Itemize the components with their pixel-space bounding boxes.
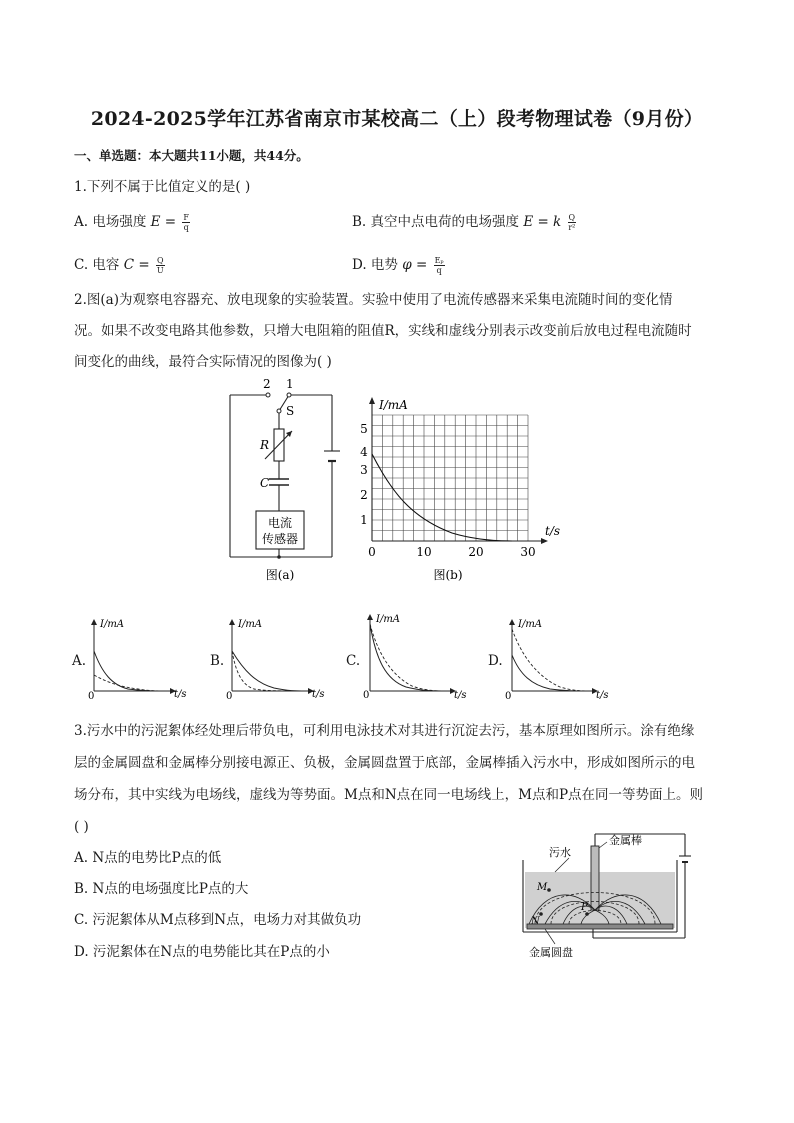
q2-choice-d-label[interactable]: D. — [488, 653, 503, 669]
resistor-label: R — [260, 438, 270, 452]
svg-text:t/s: t/s — [174, 689, 187, 700]
y-axis-arrow-icon — [369, 397, 375, 404]
sewage-label: 污水 — [549, 846, 571, 859]
q1-option-b-expr: E = k — [523, 214, 562, 230]
sensor-label-line2: 传感器 — [261, 532, 299, 546]
q2-line-1: 2.图(a)为观察电容器充、放电现象的实验装置。实验中使用了电流传感器来采集电流随时间的变化情 — [74, 292, 673, 308]
q2-choice-c-label[interactable]: C. — [346, 653, 361, 669]
point-n-label: N — [531, 916, 540, 927]
q3-option-a[interactable]: A. N点的电势比P点的低 — [74, 850, 222, 866]
figure-b-graph — [352, 393, 572, 585]
q3-line-3: 场分布，其中实线为电场线，虚线为等势面。M点和N点在同一电场线上，M点和P点在同一等势面上。则 — [74, 787, 704, 803]
circuit-diagram — [220, 375, 350, 585]
q2-choice-a-label[interactable]: A. — [72, 653, 87, 669]
q1-option-c[interactable] — [74, 253, 165, 275]
ytick-3: 3 — [360, 463, 368, 477]
q2-choice-b-graph[interactable] — [226, 615, 336, 703]
xtick-0: 0 — [368, 545, 376, 559]
svg-text:0: 0 — [88, 691, 95, 702]
q1-option-d[interactable] — [352, 253, 445, 275]
q1-option-a-label: A. 电场强度 — [74, 214, 147, 230]
q3-line-4: ( ) — [74, 819, 89, 835]
svg-text:I/mA: I/mA — [518, 619, 543, 630]
svg-text:0: 0 — [226, 691, 233, 702]
page-title: 2024-2025学年江苏省南京市某校高二（上）段考物理试卷（9月份） — [90, 108, 704, 130]
svg-text:I/mA: I/mA — [376, 614, 401, 625]
switch-label: S — [286, 404, 295, 418]
sensor-label-line1: 电流 — [267, 516, 293, 530]
q1-option-b[interactable] — [352, 210, 576, 232]
q3-option-d[interactable]: D. 污泥絮体在N点的电势能比其在P点的小 — [74, 944, 330, 960]
graph-b-xlabel: t/s — [545, 524, 561, 538]
point-p-label: P — [581, 902, 588, 913]
q2-choice-b-label[interactable]: B. — [210, 653, 225, 669]
svg-text:t/s: t/s — [312, 689, 325, 700]
q1-option-a-expr: E = — [150, 214, 177, 230]
section-heading: 一、单选题：本大题共11小题，共44分。 — [74, 148, 309, 163]
q3-option-b[interactable]: B. N点的电场强度比P点的大 — [74, 881, 249, 897]
q3-line-1: 3.污水中的污泥絮体经处理后带负电，可利用电泳技术对其进行沉淀去污，基本原理如图所示。涂有绝缘 — [74, 723, 695, 739]
svg-text:0: 0 — [505, 691, 512, 702]
q2-choice-c-graph[interactable] — [362, 610, 472, 703]
ytick-1: 1 — [360, 513, 368, 527]
svg-text:0: 0 — [363, 690, 370, 701]
switch-pos-2: 2 — [263, 377, 271, 391]
capacitor-label: C — [260, 476, 270, 490]
q1-option-c-fraction: $\frac{Q}{U}$ — [156, 256, 164, 275]
figure-a-caption: 图(a) — [265, 568, 295, 582]
q1-option-c-label: C. 电容 — [74, 257, 120, 273]
xtick-10: 10 — [416, 545, 432, 559]
metal-rod — [591, 846, 599, 910]
q2-stem — [74, 285, 724, 378]
q2-line-3: 间变化的曲线，最符合实际情况的图像为( ) — [74, 354, 332, 370]
xtick-20: 20 — [468, 545, 484, 559]
q2-choice-a-graph[interactable] — [88, 615, 198, 703]
q1-option-a[interactable] — [74, 210, 190, 232]
q1-option-b-fraction: $\frac{Q}{\text{r²}}$ — [568, 213, 576, 232]
svg-text:t/s: t/s — [454, 690, 467, 701]
q3-option-c[interactable]: C. 污泥絮体从M点移到N点，电场力对其做负功 — [74, 912, 362, 928]
x-axis-arrow-icon — [541, 538, 548, 544]
figure-b-caption: 图(b) — [433, 568, 463, 582]
xtick-30: 30 — [520, 545, 536, 559]
metal-disk — [527, 924, 673, 929]
graph-b-ylabel: I/mA — [379, 398, 408, 412]
q1-option-d-expr: φ = — [402, 257, 428, 273]
q1-option-a-fraction: $\frac{F}{q}$ — [183, 213, 189, 232]
point-m-label: M — [537, 882, 548, 893]
svg-text:t/s: t/s — [596, 690, 609, 701]
q1-option-b-label: B. 真空中点电荷的电场强度 — [352, 214, 520, 230]
q1-stem: 1.下列不属于比值定义的是( ) — [74, 179, 251, 195]
electrophoresis-figure — [515, 832, 705, 962]
svg-text:I/mA: I/mA — [100, 619, 125, 630]
svg-text:I/mA: I/mA — [238, 619, 263, 630]
q1-option-c-expr: C = — [123, 257, 150, 273]
rod-label: 金属棒 — [609, 834, 642, 847]
ytick-4: 4 — [360, 445, 368, 459]
q2-line-2: 况。如果不改变电路其他参数，只增大电阻箱的阻值R，实线和虚线分别表示改变前后放电过程电流随时 — [74, 323, 692, 339]
q2-choice-d-graph[interactable] — [504, 615, 614, 703]
q1-option-d-label: D. 电势 — [352, 257, 398, 273]
ytick-5: 5 — [360, 422, 368, 436]
ytick-2: 2 — [360, 488, 368, 502]
q3-line-2: 层的金属圆盘和金属棒分别接电源正、负极，金属圆盘置于底部，金属棒插入污水中，形成如图所示的电 — [74, 755, 695, 771]
q3-stem — [74, 715, 724, 843]
disk-label: 金属圆盘 — [529, 946, 573, 959]
switch-pos-1: 1 — [286, 377, 294, 391]
q1-option-d-fraction: $\frac{\text{Eₚ}}{q}$ — [434, 256, 444, 275]
